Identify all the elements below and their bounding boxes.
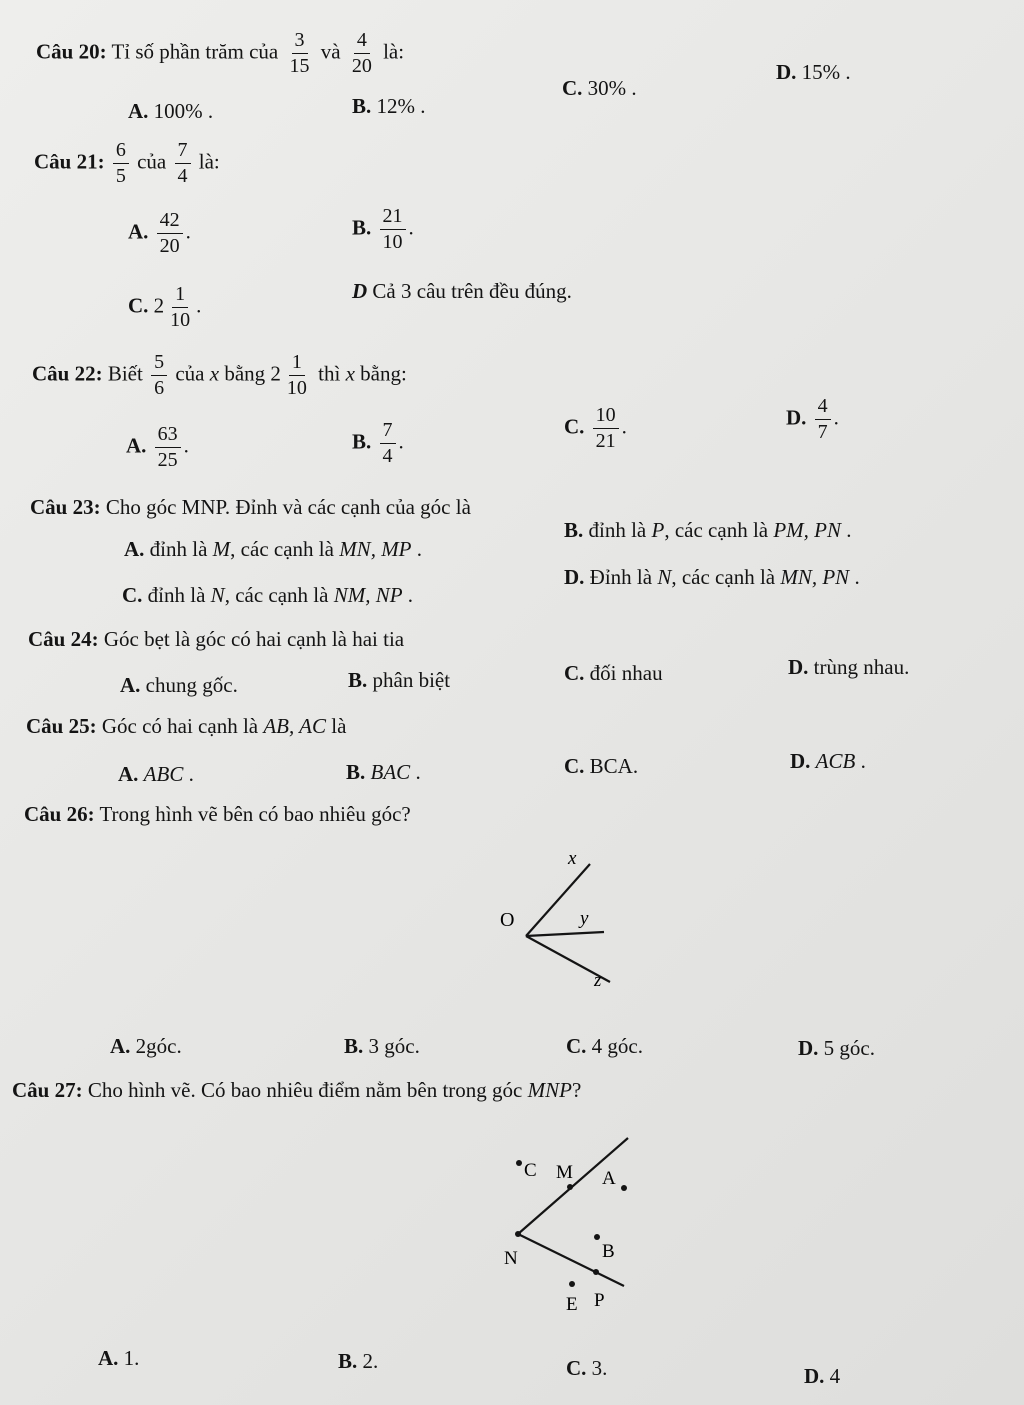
option-text: Cả 3 câu trên đều đúng. <box>372 279 572 303</box>
denominator: 7 <box>817 421 828 443</box>
question-text: Trong hình vẽ bên có bao nhiêu góc? <box>99 802 411 826</box>
option-letter: D <box>352 279 368 303</box>
option-text: đối nhau <box>589 661 663 685</box>
fraction <box>380 206 406 253</box>
option-letter: D. <box>786 405 807 430</box>
question-20 <box>36 30 404 77</box>
point-e <box>569 1281 575 1287</box>
label-x: x <box>568 848 577 869</box>
question-number: Câu 20: <box>36 39 107 64</box>
question-text: bằng <box>224 361 266 386</box>
option-text: 3. <box>591 1356 608 1380</box>
numerator: 6 <box>113 140 129 164</box>
question-text: là <box>331 714 347 738</box>
point-b <box>594 1234 600 1240</box>
option-letter: D. <box>790 749 811 773</box>
option-letter: A. <box>126 433 147 458</box>
option-text: 30% . <box>587 76 637 100</box>
numerator: 5 <box>151 352 167 376</box>
option-text: 15% . <box>801 60 851 84</box>
question-text: Biết <box>107 361 143 386</box>
edge-names: MN, PN <box>780 565 850 589</box>
question-26 <box>24 802 411 827</box>
label-e: E <box>566 1294 578 1315</box>
rays-figure <box>480 840 640 1000</box>
question-23 <box>30 495 471 520</box>
q23-option-d[interactable]: D. Đỉnh là N, các cạnh là MN, PN . <box>564 565 860 589</box>
q27-option-a[interactable] <box>98 1346 139 1371</box>
numerator: 4 <box>815 396 831 420</box>
denominator: 15 <box>289 55 310 77</box>
denominator: 4 <box>177 165 188 187</box>
vertex-name: M <box>212 537 231 561</box>
option-text: BCA. <box>589 754 639 778</box>
label-c: C <box>524 1160 537 1181</box>
option-letter: C. <box>562 76 583 100</box>
option-text: , các cạnh là <box>230 537 334 561</box>
option-letter: A. <box>118 762 139 786</box>
question-text: Cho góc MNP. Đỉnh và các cạnh của góc là <box>105 495 471 519</box>
question-21 <box>34 140 220 187</box>
option-letter: C. <box>566 1034 587 1058</box>
question-number: Câu 23: <box>30 495 101 519</box>
label-b: B <box>602 1241 615 1262</box>
q25-option-d[interactable]: D. ACB . <box>790 749 866 773</box>
denominator: 10 <box>170 309 191 331</box>
vertex-name: N <box>210 583 225 607</box>
fraction <box>157 210 183 257</box>
fraction <box>287 30 313 77</box>
question-number: Câu 22: <box>32 361 103 386</box>
label-a: A <box>602 1168 616 1189</box>
q26-option-c[interactable] <box>566 1034 643 1059</box>
question-25 <box>26 714 346 739</box>
q21-option-b[interactable]: B. $\frac{21}{10}$ . <box>352 205 414 253</box>
option-text: 2góc. <box>135 1034 182 1058</box>
q21-option-a[interactable]: A. $\frac{42}{20}$ . <box>128 209 191 257</box>
question-text: là: <box>198 149 220 174</box>
angle-name: MNP <box>527 1078 572 1102</box>
option-text: Đỉnh là <box>589 565 653 589</box>
option-text: 4 <box>829 1364 841 1388</box>
question-number: Câu 24: <box>28 627 99 651</box>
option-letter: C. <box>564 661 585 685</box>
numerator: 7 <box>380 420 396 444</box>
numerator: 10 <box>593 405 619 429</box>
option-letter: D. <box>564 565 585 589</box>
numerator: 7 <box>175 140 191 164</box>
option-letter: C. <box>128 293 149 318</box>
mixed-whole: 2 <box>270 361 281 386</box>
q22-option-d[interactable]: D. $\frac{4}{7}$ . <box>786 395 839 443</box>
fraction <box>380 420 396 467</box>
point-n <box>515 1231 521 1237</box>
q27-option-c[interactable] <box>566 1356 607 1381</box>
option-text: 12% . <box>376 94 426 118</box>
denominator: 10 <box>382 231 403 253</box>
q20-option-c[interactable] <box>562 76 637 101</box>
q23-option-a[interactable]: A. đỉnh là M, các cạnh là MN, MP . <box>124 537 423 561</box>
option-letter: B. <box>352 94 372 118</box>
question-text: Góc bẹt là góc có hai cạnh là hai tia <box>103 627 405 651</box>
q22-option-b[interactable]: B. $\frac{7}{4}$ . <box>352 419 404 467</box>
option-letter: A. <box>128 99 149 123</box>
point-a <box>621 1185 627 1191</box>
denominator: 5 <box>115 165 126 187</box>
option-text: 4 góc. <box>591 1034 643 1058</box>
fraction <box>593 405 619 452</box>
question-number: Câu 25: <box>26 714 97 738</box>
numerator: 1 <box>289 352 305 376</box>
label-p: P <box>594 1290 605 1311</box>
q26-option-b[interactable] <box>344 1034 420 1059</box>
question-27 <box>12 1078 581 1103</box>
vertex-name: P <box>651 518 665 542</box>
angle-name: BAC <box>370 760 411 784</box>
edge-names: NM, NP <box>333 583 403 607</box>
denominator: 20 <box>351 55 372 77</box>
question-text: và <box>320 39 341 64</box>
fraction <box>349 30 375 77</box>
option-letter: D. <box>798 1036 819 1060</box>
option-letter: A. <box>110 1034 131 1058</box>
q27-option-d[interactable] <box>804 1364 840 1389</box>
option-text: đỉnh là <box>588 518 647 542</box>
q21-option-c[interactable]: C. 2 $\frac{1}{10}$ . <box>128 283 202 331</box>
fraction <box>113 140 129 187</box>
option-letter: A. <box>128 219 149 244</box>
q24-option-d[interactable] <box>788 655 909 680</box>
edge-names: MN, MP <box>339 537 412 561</box>
option-text: chung gốc. <box>145 673 238 697</box>
option-letter: C. <box>564 754 585 778</box>
question-text: bằng: <box>360 361 407 386</box>
fraction <box>284 352 310 399</box>
label-m: M <box>556 1162 573 1183</box>
option-text: , các cạnh là <box>671 565 776 589</box>
fraction <box>155 424 181 471</box>
q20-option-d[interactable] <box>776 60 851 85</box>
option-text: đỉnh là <box>149 537 208 561</box>
edge-names: AB, AC <box>263 714 326 738</box>
question-number: Câu 26: <box>24 802 95 826</box>
option-text: 2. <box>362 1349 379 1373</box>
fraction <box>175 140 191 187</box>
numerator: 1 <box>172 284 188 308</box>
question-text: ? <box>571 1078 582 1102</box>
fraction <box>151 352 167 399</box>
option-letter: B. <box>348 668 368 692</box>
question-text: Cho hình vẽ. Có bao nhiêu điểm nằm bên trong góc <box>87 1078 523 1102</box>
q27-option-b[interactable] <box>338 1349 378 1374</box>
point-p <box>593 1269 599 1275</box>
option-text: trùng nhau. <box>813 655 910 679</box>
option-letter: D. <box>776 60 797 84</box>
question-text: Tỉ số phần trăm của <box>111 39 279 64</box>
option-letter: A. <box>124 537 145 561</box>
option-letter: B. <box>344 1034 364 1058</box>
denominator: 6 <box>154 377 165 399</box>
option-letter: B. <box>352 215 372 240</box>
option-letter: A. <box>120 673 141 697</box>
question-text: thì <box>318 361 341 386</box>
q24-option-c[interactable] <box>564 661 663 686</box>
numerator: 63 <box>155 424 181 448</box>
ray-oy <box>526 932 604 936</box>
q26-option-d[interactable] <box>798 1036 875 1061</box>
option-text: 1. <box>123 1346 140 1370</box>
question-number: Câu 27: <box>12 1078 83 1102</box>
q25-option-b[interactable]: B. BAC . <box>346 760 421 784</box>
mixed-whole: 2 <box>153 293 165 318</box>
q26-option-a[interactable] <box>110 1034 182 1059</box>
denominator: 21 <box>595 430 616 452</box>
option-letter: C. <box>122 583 143 607</box>
edge-names: PM, PN <box>773 518 842 542</box>
question-text: của <box>137 149 167 174</box>
denominator: 10 <box>286 377 307 399</box>
option-text: , các cạnh là <box>224 583 329 607</box>
option-text: đỉnh là <box>147 583 206 607</box>
q20-option-a[interactable] <box>128 99 213 124</box>
option-letter: B. <box>338 1349 358 1373</box>
angle-name: ABC <box>143 762 184 786</box>
q25-option-a[interactable]: A. ABC . <box>118 762 194 786</box>
numerator: 3 <box>292 30 308 54</box>
question-24 <box>28 627 404 652</box>
numerator: 21 <box>380 206 406 230</box>
question-text: là: <box>383 39 405 64</box>
denominator: 20 <box>159 235 180 257</box>
q22-option-c[interactable]: C. $\frac{10}{21}$ . <box>564 404 627 452</box>
variable-x: x <box>209 361 220 386</box>
option-text: , các cạnh là <box>664 518 769 542</box>
option-text: 100% . <box>153 99 214 123</box>
vertex-name: N <box>657 565 672 589</box>
question-text: của <box>175 361 205 386</box>
numerator: 42 <box>157 210 183 234</box>
option-letter: D. <box>804 1364 825 1388</box>
question-number: Câu 21: <box>34 149 105 174</box>
option-text: phân biệt <box>372 668 451 692</box>
variable-x: x <box>345 361 355 386</box>
q22-option-a[interactable]: A. $\frac{63}{25}$ . <box>126 423 189 471</box>
label-z: z <box>594 970 602 991</box>
numerator: 4 <box>354 30 370 54</box>
label-y: y <box>580 908 589 929</box>
label-n: N <box>504 1248 518 1269</box>
option-letter: A. <box>98 1346 119 1370</box>
question-text: Góc có hai cạnh là <box>101 714 259 738</box>
denominator: 4 <box>382 445 393 467</box>
q23-option-b[interactable]: B. đỉnh là P, các cạnh là PM, PN . <box>564 518 852 542</box>
q24-option-b[interactable] <box>348 668 450 693</box>
option-letter: B. <box>346 760 366 784</box>
q20-option-b[interactable] <box>352 94 426 119</box>
fraction <box>167 284 193 331</box>
option-text: 3 góc. <box>368 1034 420 1058</box>
point-c <box>516 1160 522 1166</box>
denominator: 25 <box>157 449 178 471</box>
q23-option-c[interactable]: C. đỉnh là N, các cạnh là NM, NP . <box>122 583 414 607</box>
point-m <box>567 1184 573 1190</box>
question-22 <box>32 352 407 399</box>
q25-option-c[interactable] <box>564 754 638 779</box>
q21-option-d[interactable] <box>352 279 572 304</box>
fraction <box>815 396 831 443</box>
label-o: O <box>500 909 515 931</box>
option-letter: B. <box>564 518 584 542</box>
option-letter: D. <box>788 655 809 679</box>
option-letter: C. <box>564 414 585 439</box>
option-letter: B. <box>352 429 372 454</box>
option-text: 5 góc. <box>823 1036 875 1060</box>
angle-name: ACB <box>815 749 856 773</box>
option-letter: C. <box>566 1356 587 1380</box>
angle-mnp-figure <box>490 1130 650 1320</box>
q24-option-a[interactable] <box>120 673 238 698</box>
